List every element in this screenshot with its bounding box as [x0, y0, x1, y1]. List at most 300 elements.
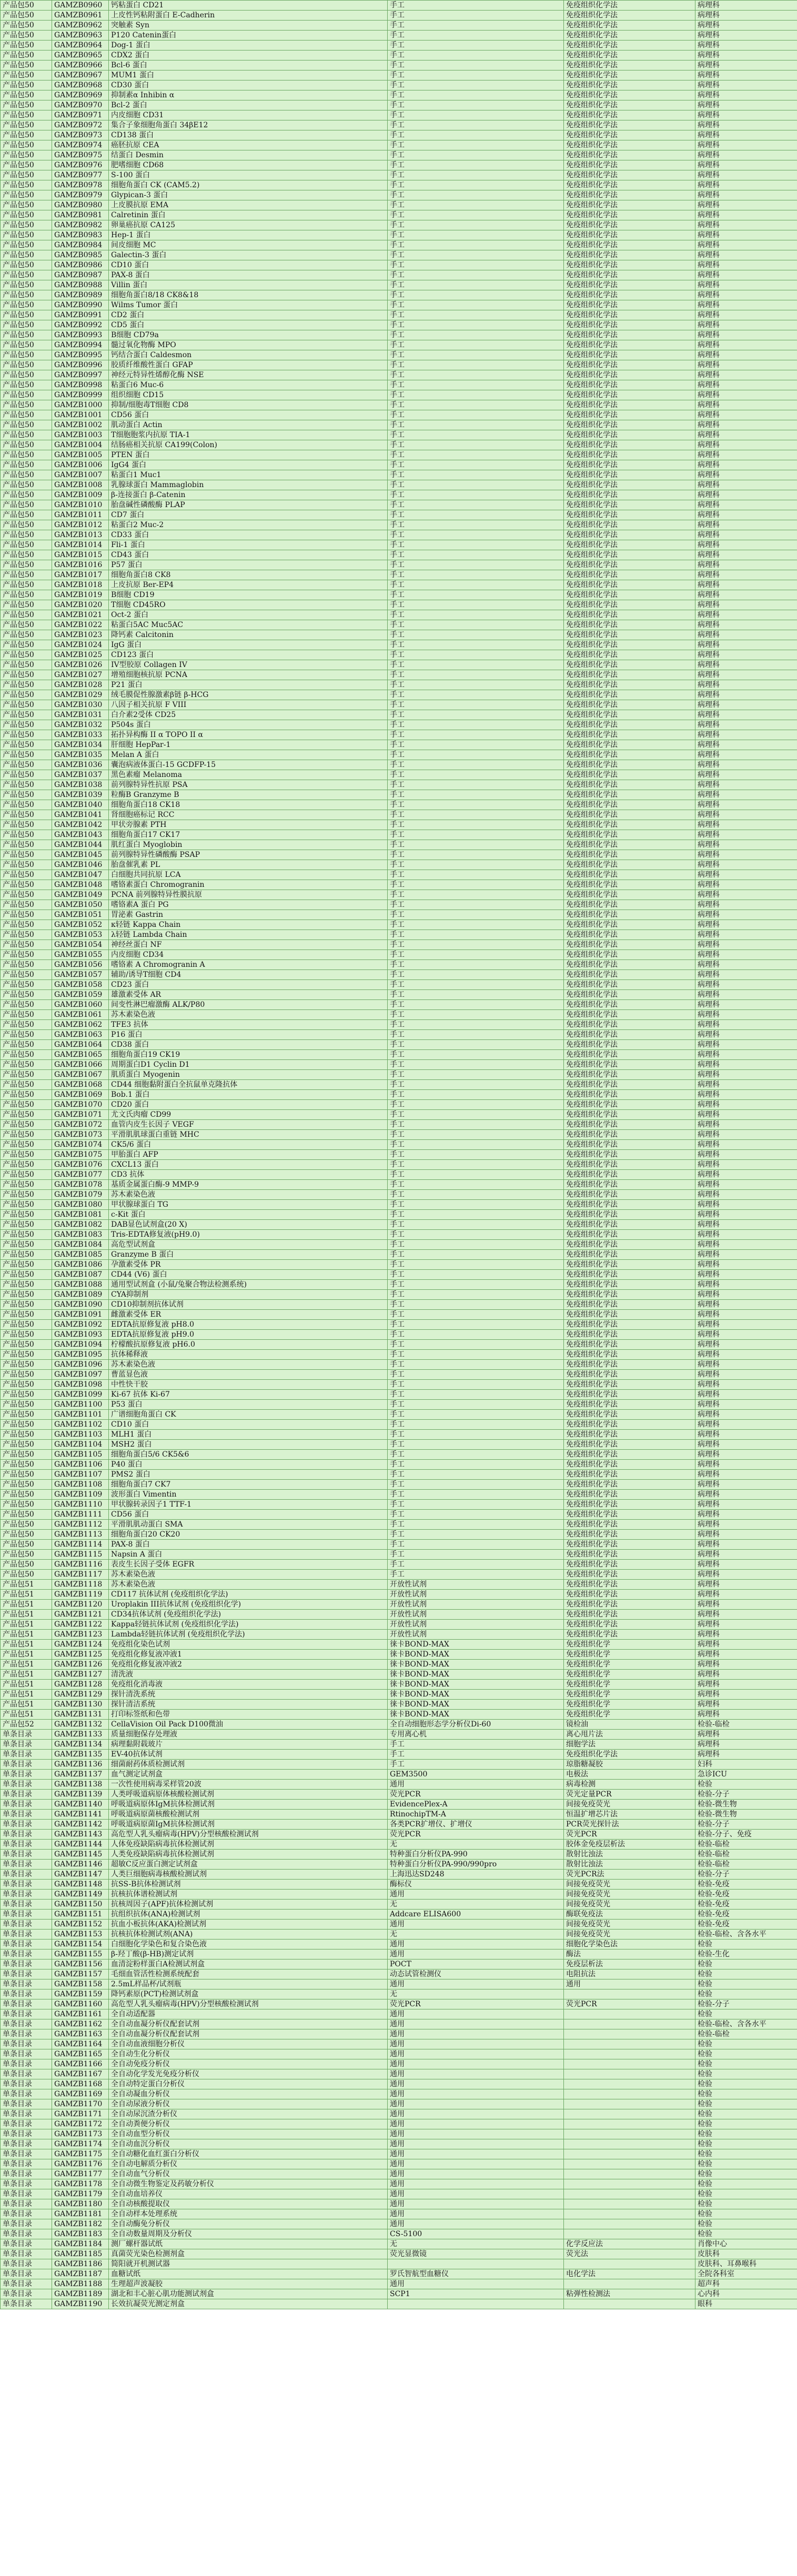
item-name-cell[interactable]: 八因子相关抗原 F VIII — [109, 700, 388, 710]
method-cell[interactable]: 免疫组织化学法 — [564, 1340, 695, 1350]
method-cell[interactable] — [564, 1989, 695, 1999]
package-cell[interactable]: 产品包50 — [1, 190, 52, 200]
item-code-cell[interactable]: GAMZB1122 — [52, 1620, 109, 1630]
department-cell[interactable]: 病理科 — [695, 130, 797, 140]
item-name-cell[interactable]: 乳腺球蛋白 Mammaglobin — [109, 480, 388, 490]
item-name-cell[interactable]: CD38 蛋白 — [109, 1040, 388, 1050]
method-cell[interactable]: 免疫组织化学法 — [564, 41, 695, 50]
item-code-cell[interactable]: GAMZB0996 — [52, 360, 109, 370]
department-cell[interactable]: 病理科 — [695, 1230, 797, 1240]
item-name-cell[interactable]: PTEN 蛋白 — [109, 450, 388, 460]
method-cell[interactable]: 免疫组织化学法 — [564, 620, 695, 630]
package-cell[interactable]: 产品包50 — [1, 980, 52, 990]
item-code-cell[interactable]: GAMZB1100 — [52, 1400, 109, 1410]
item-code-cell[interactable]: GAMZB1161 — [52, 2009, 109, 2019]
item-code-cell[interactable]: GAMZB1074 — [52, 1140, 109, 1150]
item-code-cell[interactable]: GAMZB1089 — [52, 1290, 109, 1300]
package-cell[interactable]: 产品包50 — [1, 330, 52, 340]
item-code-cell[interactable]: GAMZB1171 — [52, 2109, 109, 2119]
method-cell[interactable]: 免疫组织化学法 — [564, 560, 695, 570]
method-cell[interactable]: 免疫组织化学法 — [564, 530, 695, 540]
department-cell[interactable]: 病理科 — [695, 740, 797, 750]
item-name-cell[interactable]: 突触素 Syn — [109, 21, 388, 31]
department-cell[interactable]: 病理科 — [695, 1040, 797, 1050]
department-cell[interactable]: 检验 — [695, 2229, 797, 2239]
department-cell[interactable]: 病理科 — [695, 410, 797, 420]
item-code-cell[interactable]: GAMZB1180 — [52, 2199, 109, 2209]
instrument-cell[interactable]: 手工 — [388, 700, 564, 710]
item-code-cell[interactable]: GAMZB1129 — [52, 1690, 109, 1700]
method-cell[interactable]: 免疫组织化学法 — [564, 640, 695, 650]
item-name-cell[interactable]: 嗜铬素 A Chromogranin A — [109, 960, 388, 970]
item-name-cell[interactable]: T细胞 CD45RO — [109, 600, 388, 610]
department-cell[interactable]: 病理科 — [695, 870, 797, 880]
department-cell[interactable]: 检验 — [695, 1979, 797, 1989]
item-code-cell[interactable]: GAMZB1179 — [52, 2189, 109, 2199]
method-cell[interactable]: 荧光定量PCR — [564, 1790, 695, 1800]
item-code-cell[interactable]: GAMZB1153 — [52, 1930, 109, 1939]
instrument-cell[interactable]: 手工 — [388, 230, 564, 240]
method-cell[interactable] — [564, 2199, 695, 2209]
item-name-cell[interactable]: 测厂螺杆器试纸 — [109, 2239, 388, 2249]
package-cell[interactable]: 产品包50 — [1, 1080, 52, 1090]
item-code-cell[interactable]: GAMZB1152 — [52, 1920, 109, 1930]
instrument-cell[interactable]: 手工 — [388, 840, 564, 850]
package-cell[interactable]: 单条目录 — [1, 2069, 52, 2079]
item-name-cell[interactable]: 前列腺特异性抗原 PSA — [109, 780, 388, 790]
method-cell[interactable]: 免疫组织化学法 — [564, 1080, 695, 1090]
method-cell[interactable]: 免疫组织化学法 — [564, 1420, 695, 1430]
item-name-cell[interactable]: 组织细胞 CD15 — [109, 390, 388, 400]
method-cell[interactable]: 免疫组织化学法 — [564, 1110, 695, 1120]
item-name-cell[interactable]: CD123 蛋白 — [109, 650, 388, 660]
item-name-cell[interactable]: 上皮抗原 Ber-EP4 — [109, 580, 388, 590]
item-name-cell[interactable]: 髓过氧化物酶 MPO — [109, 340, 388, 350]
item-code-cell[interactable]: GAMZB0997 — [52, 370, 109, 380]
department-cell[interactable]: 检验 — [695, 2079, 797, 2089]
package-cell[interactable]: 产品包50 — [1, 420, 52, 430]
method-cell[interactable]: 免疫组织化学法 — [564, 1590, 695, 1600]
package-cell[interactable]: 产品包50 — [1, 850, 52, 860]
package-cell[interactable]: 产品包50 — [1, 1020, 52, 1030]
department-cell[interactable]: 病理科 — [695, 1620, 797, 1630]
department-cell[interactable]: 病理科 — [695, 1060, 797, 1070]
department-cell[interactable]: 病理科 — [695, 370, 797, 380]
item-name-cell[interactable]: 内皮细胞 CD34 — [109, 950, 388, 960]
item-name-cell[interactable]: 抗SS-B抗体检测试剂 — [109, 1880, 388, 1890]
instrument-cell[interactable]: 手工 — [388, 1530, 564, 1540]
item-name-cell[interactable]: 抗核抗体检测试剂(ANA) — [109, 1930, 388, 1939]
item-code-cell[interactable]: GAMZB1144 — [52, 1840, 109, 1850]
method-cell[interactable]: 免疫组织化学法 — [564, 940, 695, 950]
instrument-cell[interactable]: 手工 — [388, 930, 564, 940]
method-cell[interactable]: 免疫组织化学法 — [564, 1520, 695, 1530]
package-cell[interactable]: 产品包50 — [1, 1120, 52, 1130]
method-cell[interactable]: 免疫组织化学法 — [564, 1490, 695, 1500]
item-name-cell[interactable]: 结蛋白 Desmin — [109, 150, 388, 160]
instrument-cell[interactable]: 手工 — [388, 1070, 564, 1080]
instrument-cell[interactable]: SCP1 — [388, 2289, 564, 2299]
instrument-cell[interactable]: 手工 — [388, 160, 564, 170]
instrument-cell[interactable]: 无 — [388, 1900, 564, 1910]
instrument-cell[interactable]: 手工 — [388, 370, 564, 380]
item-name-cell[interactable]: 肌动蛋白 Actin — [109, 420, 388, 430]
package-cell[interactable]: 产品包50 — [1, 930, 52, 940]
item-name-cell[interactable]: 全自动特定蛋白分析仪 — [109, 2079, 388, 2089]
instrument-cell[interactable]: 特种蛋白分析仪PA-990/990pro — [388, 1860, 564, 1870]
instrument-cell[interactable]: 手工 — [388, 1020, 564, 1030]
instrument-cell[interactable]: 手工 — [388, 280, 564, 290]
method-cell[interactable]: 免疫组织化学法 — [564, 650, 695, 660]
item-name-cell[interactable]: CD56 蛋白 — [109, 1510, 388, 1520]
department-cell[interactable]: 检验-临检 — [695, 1850, 797, 1860]
item-name-cell[interactable]: 抗体稀释液 — [109, 1350, 388, 1360]
method-cell[interactable]: 病毒检测 — [564, 1780, 695, 1790]
method-cell[interactable]: 免疫组织化学法 — [564, 1090, 695, 1100]
item-code-cell[interactable]: GAMZB0991 — [52, 310, 109, 320]
instrument-cell[interactable]: 通用 — [388, 2089, 564, 2099]
method-cell[interactable]: 免疫组织化学法 — [564, 870, 695, 880]
instrument-cell[interactable]: 手工 — [388, 1270, 564, 1280]
item-name-cell[interactable]: CYA抑制剂 — [109, 1290, 388, 1300]
item-name-cell[interactable]: IV型胶原 Collagen IV — [109, 660, 388, 670]
department-cell[interactable]: 病理科 — [695, 860, 797, 870]
package-cell[interactable]: 产品包50 — [1, 1230, 52, 1240]
item-code-cell[interactable]: GAMZB1063 — [52, 1030, 109, 1040]
department-cell[interactable]: 检验 — [695, 2159, 797, 2169]
department-cell[interactable]: 检验 — [695, 2069, 797, 2079]
package-cell[interactable]: 产品包50 — [1, 730, 52, 740]
item-name-cell[interactable]: 全自动血凝分析仪配套试剂 — [109, 2029, 388, 2039]
department-cell[interactable]: 病理科 — [695, 1250, 797, 1260]
item-code-cell[interactable]: GAMZB1032 — [52, 720, 109, 730]
item-code-cell[interactable]: GAMZB1035 — [52, 750, 109, 760]
department-cell[interactable]: 病理科 — [695, 300, 797, 310]
item-code-cell[interactable]: GAMZB1162 — [52, 2019, 109, 2029]
department-cell[interactable]: 病理科 — [695, 1630, 797, 1640]
item-name-cell[interactable]: PAX-8 蛋白 — [109, 1540, 388, 1550]
method-cell[interactable]: 免疫组织化学法 — [564, 80, 695, 90]
instrument-cell[interactable]: 手工 — [388, 41, 564, 50]
package-cell[interactable]: 单条目录 — [1, 1810, 52, 1820]
method-cell[interactable]: 免疫组织化学法 — [564, 710, 695, 720]
package-cell[interactable]: 产品包50 — [1, 1140, 52, 1150]
item-name-cell[interactable]: 生理超声波凝胶 — [109, 2279, 388, 2289]
item-name-cell[interactable]: 周期蛋白D1 Cyclin D1 — [109, 1060, 388, 1070]
method-cell[interactable]: 免疫组织化学法 — [564, 1270, 695, 1280]
item-name-cell[interactable]: 血管内皮生长因子 VEGF — [109, 1120, 388, 1130]
item-name-cell[interactable]: Glypican-3 蛋白 — [109, 190, 388, 200]
method-cell[interactable]: 免疫组织化学法 — [564, 760, 695, 770]
item-name-cell[interactable]: 苏木素染色液 — [109, 1360, 388, 1370]
item-name-cell[interactable]: Melan A 蛋白 — [109, 750, 388, 760]
item-code-cell[interactable]: GAMZB1167 — [52, 2069, 109, 2079]
item-name-cell[interactable]: CD10抑制剂抗体试剂 — [109, 1300, 388, 1310]
item-name-cell[interactable]: 真菌荧光染色检测剂盒 — [109, 2249, 388, 2259]
item-name-cell[interactable]: 曹蓝显色液 — [109, 1370, 388, 1380]
department-cell[interactable]: 病理科 — [695, 570, 797, 580]
instrument-cell[interactable]: 手工 — [388, 620, 564, 630]
method-cell[interactable]: 免疫组织化学法 — [564, 140, 695, 150]
method-cell[interactable]: 免疫组织化学法 — [564, 1030, 695, 1040]
item-name-cell[interactable]: EDTA抗原修复液 pH8.0 — [109, 1320, 388, 1330]
department-cell[interactable]: 检验 — [695, 2199, 797, 2209]
method-cell[interactable]: 酶法 — [564, 1949, 695, 1959]
department-cell[interactable]: 病理科 — [695, 970, 797, 980]
department-cell[interactable]: 病理科 — [695, 60, 797, 70]
package-cell[interactable]: 产品包50 — [1, 580, 52, 590]
department-cell[interactable]: 病理科 — [695, 1710, 797, 1720]
method-cell[interactable]: 免疫组织化学法 — [564, 850, 695, 860]
instrument-cell[interactable]: 手工 — [388, 100, 564, 110]
item-code-cell[interactable]: GAMZB1182 — [52, 2219, 109, 2229]
method-cell[interactable]: 免疫组织化学法 — [564, 960, 695, 970]
department-cell[interactable]: 病理科 — [695, 760, 797, 770]
item-code-cell[interactable]: GAMZB1028 — [52, 680, 109, 690]
method-cell[interactable]: 免疫组织化学法 — [564, 1170, 695, 1180]
method-cell[interactable] — [564, 2139, 695, 2149]
item-code-cell[interactable]: GAMZB1154 — [52, 1939, 109, 1949]
method-cell[interactable]: 免疫组织化学法 — [564, 980, 695, 990]
method-cell[interactable] — [564, 2229, 695, 2239]
item-code-cell[interactable]: GAMZB0967 — [52, 70, 109, 80]
item-name-cell[interactable]: 癌胚抗原 CEA — [109, 140, 388, 150]
item-name-cell[interactable]: P120 Catenin蛋白 — [109, 31, 388, 41]
item-code-cell[interactable]: GAMZB1055 — [52, 950, 109, 960]
method-cell[interactable]: 免疫组织化学法 — [564, 900, 695, 910]
department-cell[interactable]: 检验 — [695, 2049, 797, 2059]
package-cell[interactable]: 单条目录 — [1, 2269, 52, 2279]
item-code-cell[interactable]: GAMZB1039 — [52, 790, 109, 800]
department-cell[interactable]: 检验-免疫 — [695, 1880, 797, 1890]
method-cell[interactable]: 免疫组织化学法 — [564, 270, 695, 280]
instrument-cell[interactable]: 手工 — [388, 200, 564, 210]
instrument-cell[interactable]: 开放性试剂 — [388, 1610, 564, 1620]
method-cell[interactable]: 免疫组织化学法 — [564, 1060, 695, 1070]
method-cell[interactable]: 免疫组织化学法 — [564, 320, 695, 330]
item-name-cell[interactable]: 肥嗜细胞 CD68 — [109, 160, 388, 170]
item-name-cell[interactable]: 高危型人乳头瘤病毒(HPV)分型核酸检测试剂 — [109, 1999, 388, 2009]
item-name-cell[interactable]: Tris-EDTA修复液(pH9.0) — [109, 1230, 388, 1240]
department-cell[interactable]: 病理科 — [695, 260, 797, 270]
item-code-cell[interactable]: GAMZB1082 — [52, 1220, 109, 1230]
department-cell[interactable]: 病理科 — [695, 100, 797, 110]
method-cell[interactable]: 免疫组织化学法 — [564, 1200, 695, 1210]
item-code-cell[interactable]: GAMZB0981 — [52, 210, 109, 220]
item-name-cell[interactable]: 孕激素受体 PR — [109, 1260, 388, 1270]
department-cell[interactable]: 病理科 — [695, 450, 797, 460]
item-code-cell[interactable]: GAMZB1088 — [52, 1280, 109, 1290]
item-name-cell[interactable]: 苏木素染色液 — [109, 1580, 388, 1590]
method-cell[interactable]: 免疫组织化学法 — [564, 390, 695, 400]
package-cell[interactable]: 单条目录 — [1, 2259, 52, 2269]
item-name-cell[interactable]: 人类呼吸道病原体核酸检测试剂 — [109, 1790, 388, 1800]
item-name-cell[interactable]: 甲状旁腺素 PTH — [109, 820, 388, 830]
item-name-cell[interactable]: DAB显色试剂盒(20 X) — [109, 1220, 388, 1230]
item-code-cell[interactable]: GAMZB0961 — [52, 11, 109, 21]
item-code-cell[interactable]: GAMZB1068 — [52, 1080, 109, 1090]
instrument-cell[interactable]: 手工 — [388, 380, 564, 390]
method-cell[interactable]: 免疫组织化学法 — [564, 820, 695, 830]
department-cell[interactable]: 病理科 — [695, 180, 797, 190]
package-cell[interactable]: 产品包50 — [1, 1330, 52, 1340]
item-code-cell[interactable]: GAMZB1048 — [52, 880, 109, 890]
item-name-cell[interactable]: 拓扑异构酶 II α TOPO II α — [109, 730, 388, 740]
item-code-cell[interactable]: GAMZB1166 — [52, 2059, 109, 2069]
department-cell[interactable]: 病理科 — [695, 1740, 797, 1750]
package-cell[interactable]: 产品包50 — [1, 290, 52, 300]
instrument-cell[interactable]: 专用离心机 — [388, 1730, 564, 1740]
item-name-cell[interactable]: 简阳就开机测试器 — [109, 2259, 388, 2269]
item-name-cell[interactable]: EDTA抗原修复液 pH9.0 — [109, 1330, 388, 1340]
department-cell[interactable]: 病理科 — [695, 350, 797, 360]
instrument-cell[interactable]: 酶标仪 — [388, 1880, 564, 1890]
department-cell[interactable]: 病理科 — [695, 230, 797, 240]
package-cell[interactable]: 单条目录 — [1, 1760, 52, 1770]
instrument-cell[interactable]: 手工 — [388, 150, 564, 160]
package-cell[interactable]: 产品包50 — [1, 1410, 52, 1420]
package-cell[interactable]: 产品包50 — [1, 80, 52, 90]
package-cell[interactable]: 产品包50 — [1, 780, 52, 790]
department-cell[interactable]: 病理科 — [695, 31, 797, 41]
item-code-cell[interactable]: GAMZB1123 — [52, 1630, 109, 1640]
method-cell[interactable] — [564, 2019, 695, 2029]
department-cell[interactable]: 病理科 — [695, 160, 797, 170]
item-name-cell[interactable]: CD56 蛋白 — [109, 410, 388, 420]
department-cell[interactable]: 病理科 — [695, 1540, 797, 1550]
package-cell[interactable]: 单条目录 — [1, 1750, 52, 1760]
package-cell[interactable]: 产品包50 — [1, 390, 52, 400]
package-cell[interactable]: 产品包51 — [1, 1580, 52, 1590]
method-cell[interactable]: 免疫组织化学法 — [564, 740, 695, 750]
method-cell[interactable]: 恒温扩增芯片法 — [564, 1810, 695, 1820]
item-name-cell[interactable]: 抗组织抗体(ANA)检测试剂 — [109, 1910, 388, 1920]
package-cell[interactable]: 单条目录 — [1, 1989, 52, 1999]
method-cell[interactable]: 免疫组织化学法 — [564, 240, 695, 250]
package-cell[interactable]: 产品包51 — [1, 1700, 52, 1710]
department-cell[interactable]: 病理科 — [695, 280, 797, 290]
item-code-cell[interactable]: GAMZB1168 — [52, 2079, 109, 2089]
item-code-cell[interactable]: GAMZB1146 — [52, 1860, 109, 1870]
method-cell[interactable]: 免疫组织化学法 — [564, 150, 695, 160]
department-cell[interactable]: 病理科 — [695, 1390, 797, 1400]
instrument-cell[interactable]: 手工 — [388, 580, 564, 590]
method-cell[interactable]: 免疫组织化学法 — [564, 520, 695, 530]
package-cell[interactable]: 产品包50 — [1, 460, 52, 470]
package-cell[interactable]: 单条目录 — [1, 1949, 52, 1959]
package-cell[interactable]: 单条目录 — [1, 2109, 52, 2119]
package-cell[interactable]: 产品包50 — [1, 860, 52, 870]
package-cell[interactable]: 产品包50 — [1, 690, 52, 700]
item-name-cell[interactable]: B细胞 CD79a — [109, 330, 388, 340]
item-code-cell[interactable]: GAMZB1176 — [52, 2159, 109, 2169]
method-cell[interactable] — [564, 2259, 695, 2269]
item-name-cell[interactable]: 集合子象细胞角蛋白 34βE12 — [109, 120, 388, 130]
method-cell[interactable] — [564, 2049, 695, 2059]
method-cell[interactable] — [564, 2209, 695, 2219]
method-cell[interactable]: 免疫组织化学法 — [564, 660, 695, 670]
method-cell[interactable]: 免疫组织化学法 — [564, 910, 695, 920]
item-name-cell[interactable]: 全自动糖化血红蛋白分析仪 — [109, 2149, 388, 2159]
instrument-cell[interactable]: 手工 — [388, 780, 564, 790]
method-cell[interactable]: 免疫组织化学法 — [564, 930, 695, 940]
department-cell[interactable]: 病理科 — [695, 540, 797, 550]
item-code-cell[interactable]: GAMZB1125 — [52, 1650, 109, 1660]
instrument-cell[interactable]: 荧光PCR — [388, 1999, 564, 2009]
department-cell[interactable]: 病理科 — [695, 390, 797, 400]
method-cell[interactable]: 免疫组织化学法 — [564, 1620, 695, 1630]
method-cell[interactable]: 荧光法 — [564, 2249, 695, 2259]
package-cell[interactable]: 产品包50 — [1, 1550, 52, 1560]
instrument-cell[interactable]: 罗氏智航型血糖仪 — [388, 2269, 564, 2279]
method-cell[interactable] — [564, 2029, 695, 2039]
item-code-cell[interactable]: GAMZB1149 — [52, 1890, 109, 1900]
method-cell[interactable]: 免疫组织化学法 — [564, 890, 695, 900]
department-cell[interactable]: 病理科 — [695, 830, 797, 840]
item-code-cell[interactable]: GAMZB1076 — [52, 1160, 109, 1170]
instrument-cell[interactable]: 手工 — [388, 860, 564, 870]
method-cell[interactable]: 免疫组织化学法 — [564, 730, 695, 740]
item-name-cell[interactable]: 钙粘蛋白 CD21 — [109, 1, 388, 11]
instrument-cell[interactable]: 手工 — [388, 1740, 564, 1750]
instrument-cell[interactable]: 手工 — [388, 480, 564, 490]
instrument-cell[interactable]: 徕卡BOND-MAX — [388, 1680, 564, 1690]
method-cell[interactable]: 免疫组织化学法 — [564, 1510, 695, 1520]
item-name-cell[interactable]: 全自动免疫分析仪 — [109, 2059, 388, 2069]
instrument-cell[interactable]: 通用 — [388, 2069, 564, 2079]
method-cell[interactable]: 免疫组织化学法 — [564, 11, 695, 21]
department-cell[interactable]: 病理科 — [695, 1080, 797, 1090]
item-code-cell[interactable]: GAMZB1190 — [52, 2299, 109, 2309]
department-cell[interactable]: 病理科 — [695, 600, 797, 610]
instrument-cell[interactable]: 通用 — [388, 2019, 564, 2029]
item-code-cell[interactable]: GAMZB1132 — [52, 1720, 109, 1730]
department-cell[interactable]: 病理科 — [695, 1160, 797, 1170]
item-name-cell[interactable]: 尤文氏肉瘤 CD99 — [109, 1110, 388, 1120]
item-code-cell[interactable]: GAMZB1093 — [52, 1330, 109, 1340]
instrument-cell[interactable]: 手工 — [388, 1300, 564, 1310]
department-cell[interactable]: 病理科 — [695, 1610, 797, 1620]
method-cell[interactable] — [564, 2119, 695, 2129]
package-cell[interactable]: 产品包50 — [1, 21, 52, 31]
item-code-cell[interactable]: GAMZB1070 — [52, 1100, 109, 1110]
item-name-cell[interactable]: 甲状腺转录因子1 TTF-1 — [109, 1500, 388, 1510]
instrument-cell[interactable]: 徕卡BOND-MAX — [388, 1660, 564, 1670]
instrument-cell[interactable]: 手工 — [388, 130, 564, 140]
method-cell[interactable]: 免疫组织化学法 — [564, 170, 695, 180]
department-cell[interactable]: 病理科 — [695, 510, 797, 520]
package-cell[interactable]: 产品包50 — [1, 110, 52, 120]
instrument-cell[interactable]: 通用 — [388, 2159, 564, 2169]
item-code-cell[interactable]: GAMZB1163 — [52, 2029, 109, 2039]
package-cell[interactable]: 产品包50 — [1, 990, 52, 1000]
department-cell[interactable]: 病理科 — [695, 980, 797, 990]
department-cell[interactable]: 病理科 — [695, 1210, 797, 1220]
method-cell[interactable]: 免疫组织化学法 — [564, 1070, 695, 1080]
instrument-cell[interactable]: 手工 — [388, 120, 564, 130]
package-cell[interactable]: 单条目录 — [1, 2189, 52, 2199]
package-cell[interactable]: 产品包50 — [1, 1420, 52, 1430]
department-cell[interactable]: 病理科 — [695, 1300, 797, 1310]
method-cell[interactable] — [564, 2129, 695, 2139]
department-cell[interactable]: 病理科 — [695, 1520, 797, 1530]
method-cell[interactable]: 免疫组织化学法 — [564, 1440, 695, 1450]
instrument-cell[interactable]: 手工 — [388, 760, 564, 770]
department-cell[interactable]: 病理科 — [695, 1310, 797, 1320]
item-code-cell[interactable]: GAMZB1072 — [52, 1120, 109, 1130]
item-code-cell[interactable]: GAMZB0974 — [52, 140, 109, 150]
item-name-cell[interactable]: Calretinin 蛋白 — [109, 210, 388, 220]
